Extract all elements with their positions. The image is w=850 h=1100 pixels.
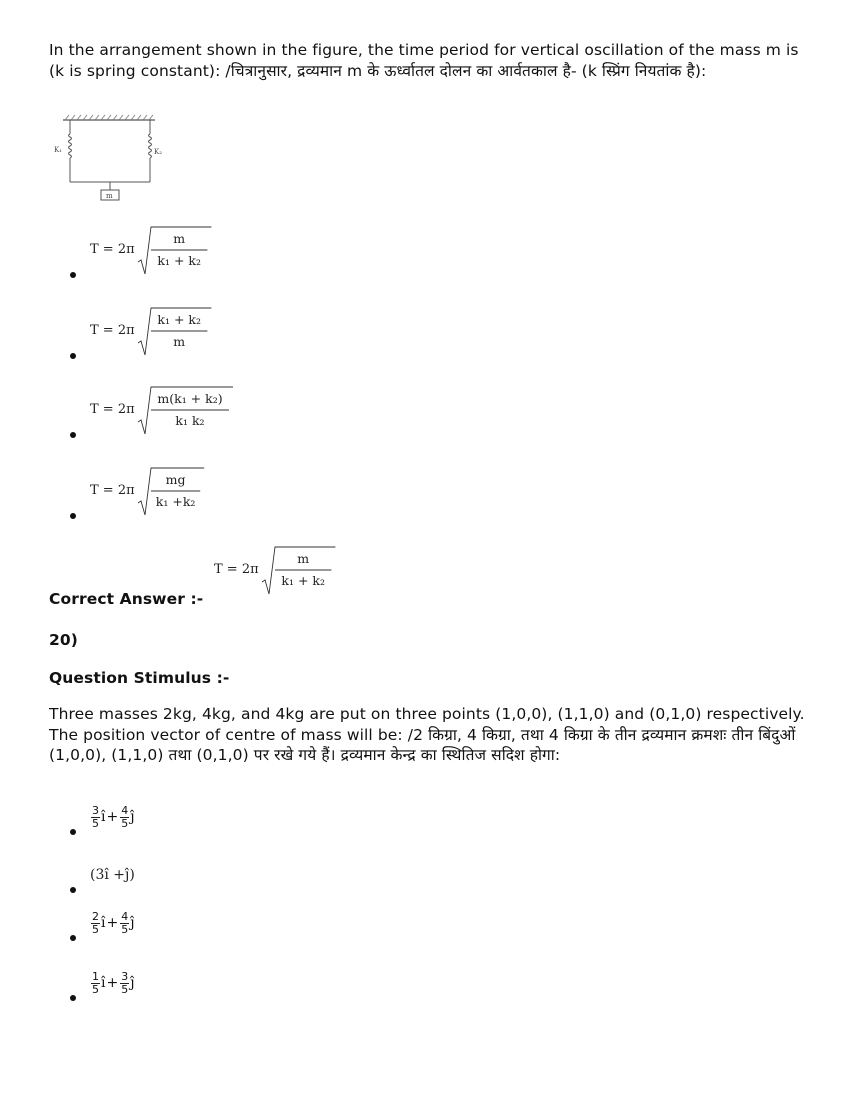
unit-vector-j: ĵ [130, 809, 135, 825]
plus-sign: + [106, 809, 119, 825]
option-4-formula [90, 467, 240, 527]
formula-lhs: T = 2π [90, 323, 135, 338]
unit-vector-j: ĵ [130, 915, 135, 931]
formula-lhs: T = 2π [214, 562, 259, 577]
bullet-icon [70, 887, 76, 893]
question-20-text: Three masses 2kg, 4kg, and 4kg are put on three points (1,0,0), (1,1,0) and (0,1,0) respectively. The position vector of centre of mass will be: /2 किग्रा, 4 किग्रा, तथा 4 किग्रा के तीन द्रव्यमान क्रमशः तीन बिंदुओं (1,0,0), (1,1,0) तथा (0,1,0) पर रखे गये हैं। द्रव्यमान केन्द्र का स्थितिज सदिश होगा: [49, 705, 805, 764]
unit-vector-j: ĵ [130, 975, 135, 991]
formula-lhs: T = 2π [90, 402, 135, 417]
question-number: 20) [49, 631, 78, 649]
bullet-icon [70, 513, 76, 519]
unit-vector-i: î [101, 975, 106, 991]
fraction: $\frac{3}{5}$ [92, 803, 99, 830]
k1-label: K₁ [54, 146, 63, 154]
fraction: $\frac{4}{5}$ [121, 909, 129, 936]
formula-lhs: T = 2π [90, 483, 135, 498]
formula-numerator: m [173, 231, 186, 246]
fraction: $\frac{3}{5}$ [121, 969, 129, 996]
formula-numerator: m(k₁ + k₂) [157, 391, 223, 406]
fraction: $\frac{1}{5}$ [92, 969, 99, 996]
formula-numerator: mg [165, 472, 186, 487]
bullet-icon [70, 829, 76, 835]
option-text: (3î +ĵ) [90, 867, 135, 883]
formula-denominator: m [173, 334, 186, 349]
spring-mass-figure [50, 114, 165, 206]
option-1[interactable] [90, 800, 135, 834]
fraction: $\frac{2}{5}$ [92, 909, 99, 936]
option-2[interactable] [90, 858, 135, 892]
bullet-icon [70, 935, 76, 941]
formula-denominator: k₁ +k₂ [155, 494, 196, 509]
formula-numerator: k₁ + k₂ [157, 312, 201, 327]
option-4[interactable] [90, 966, 135, 1000]
question-stimulus-label: Question Stimulus :- [49, 669, 230, 687]
formula-denominator: k₁ + k₂ [157, 253, 201, 268]
formula-lhs: T = 2π [90, 242, 135, 257]
option-3[interactable] [90, 906, 135, 940]
option-1-formula [90, 226, 240, 286]
unit-vector-i: î [101, 809, 106, 825]
formula-numerator: m [297, 551, 310, 566]
bullet-icon [70, 995, 76, 1001]
fraction: $\frac{4}{5}$ [121, 803, 129, 830]
k2-label: K₂ [154, 148, 163, 156]
plus-sign: + [106, 975, 119, 991]
option-3-formula [90, 386, 240, 446]
question-19-text: In the arrangement shown in the figure, the time period for vertical oscillation of the mass m is (k is spring constant): /चित्रानुसार, द्रव्यमान m के ऊर्ध्वातल दोलन का आर्वतकाल है- (k स्प्रिंग नियतांक है): [49, 41, 799, 80]
formula-denominator: k₁ + k₂ [281, 573, 325, 588]
bullet-icon [70, 272, 76, 278]
bullet-icon [70, 432, 76, 438]
unit-vector-i: î [101, 915, 106, 931]
option-2-formula [90, 307, 240, 367]
bullet-icon [70, 353, 76, 359]
plus-sign: + [106, 915, 119, 931]
correct-formula-svg [214, 546, 344, 606]
mass-label: m [106, 192, 113, 200]
correct-answer-label: Correct Answer :- [49, 590, 204, 608]
formula-denominator: k₁ k₂ [175, 413, 205, 428]
